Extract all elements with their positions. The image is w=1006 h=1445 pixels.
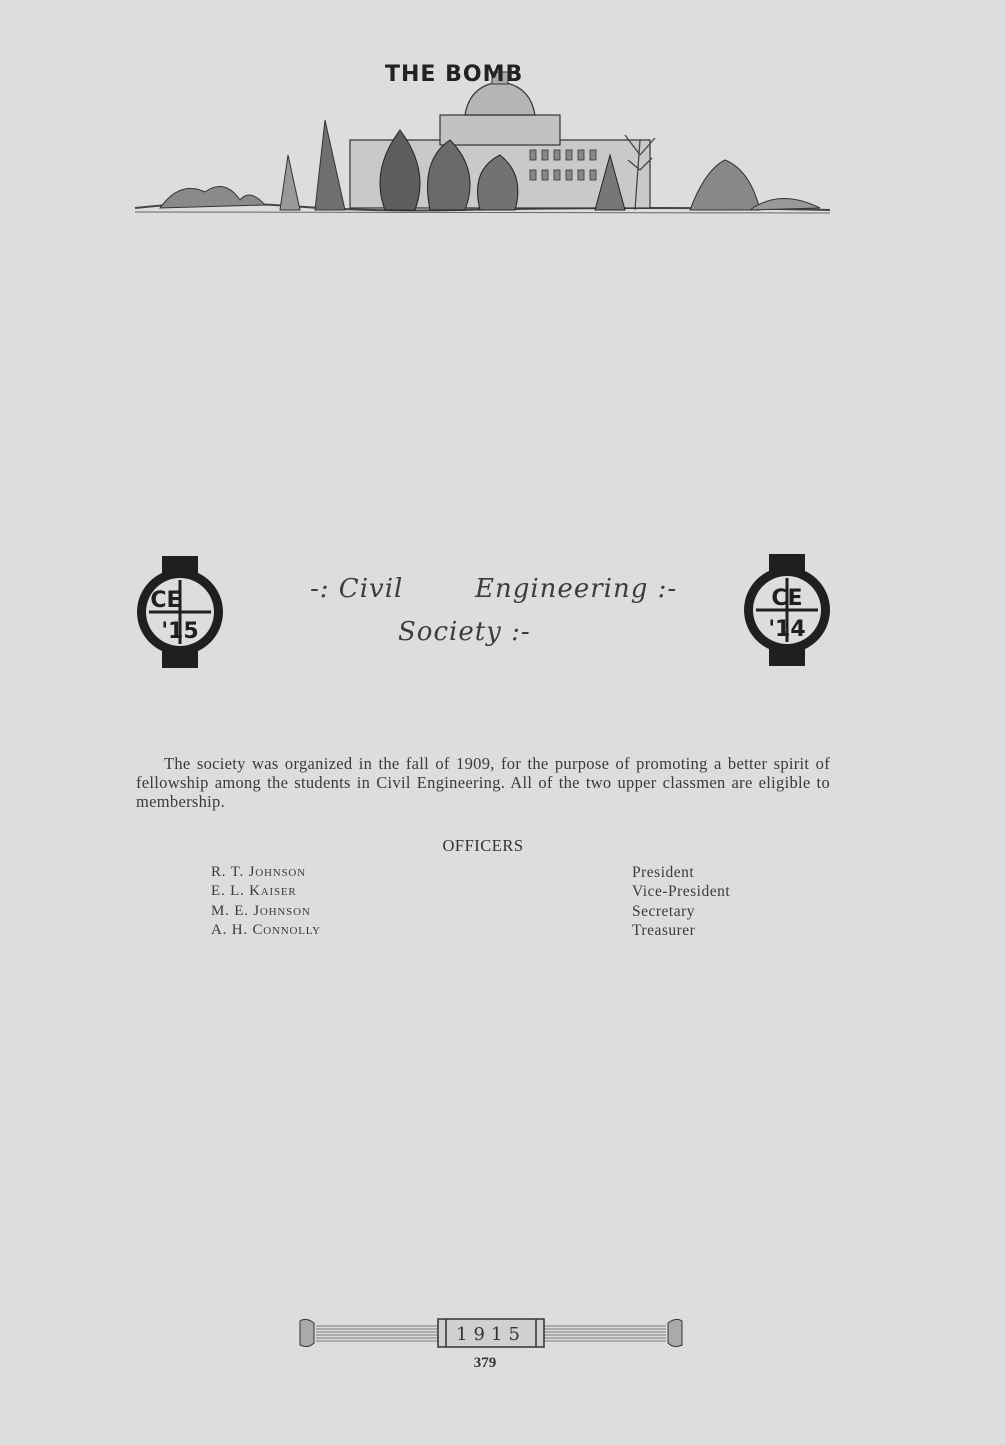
page-number: 379 xyxy=(473,1355,497,1371)
ce-14-emblem xyxy=(742,554,832,666)
society-title-line2: Society :- xyxy=(398,617,531,647)
emblem-left-top: CE xyxy=(150,588,182,613)
emblem-right-bottom: '14 xyxy=(768,617,806,642)
officer-role: President xyxy=(632,864,695,881)
society-title-engineering: Engineering :- xyxy=(475,574,678,604)
officer-role: Vice-President xyxy=(632,883,731,901)
header-title: THE BOMB xyxy=(385,62,524,87)
officer-row xyxy=(211,903,771,922)
officers-heading: OFFICERS xyxy=(442,836,524,855)
officer-name: A. H. Connolly xyxy=(211,921,321,938)
officer-row xyxy=(211,883,771,902)
officer-role: Treasurer xyxy=(632,921,696,939)
emblem-left-bottom: '15 xyxy=(161,619,199,644)
emblem-right-top: CE xyxy=(771,586,803,611)
ce-15-emblem xyxy=(135,556,225,668)
officer-role: Secretary xyxy=(632,902,696,920)
officer-name: E. L. Kaiser xyxy=(211,883,297,900)
officer-row xyxy=(211,922,771,941)
society-title-line1 xyxy=(310,574,710,604)
society-title-civil: -: Civil xyxy=(310,574,404,604)
year-banner xyxy=(298,1315,684,1351)
officers-list xyxy=(211,864,771,941)
banner-year: 1915 xyxy=(456,1324,526,1345)
officer-name: R. T. Johnson xyxy=(211,864,306,880)
society-description: The society was organized in the fall of 1909, for the purpose of promoting a better spirit of fellowship among the students in Civil Engineering. All of the two upper classmen are eligible to membership. xyxy=(136,753,830,811)
officer-row xyxy=(211,864,771,883)
officer-name: M. E. Johnson xyxy=(211,902,311,919)
